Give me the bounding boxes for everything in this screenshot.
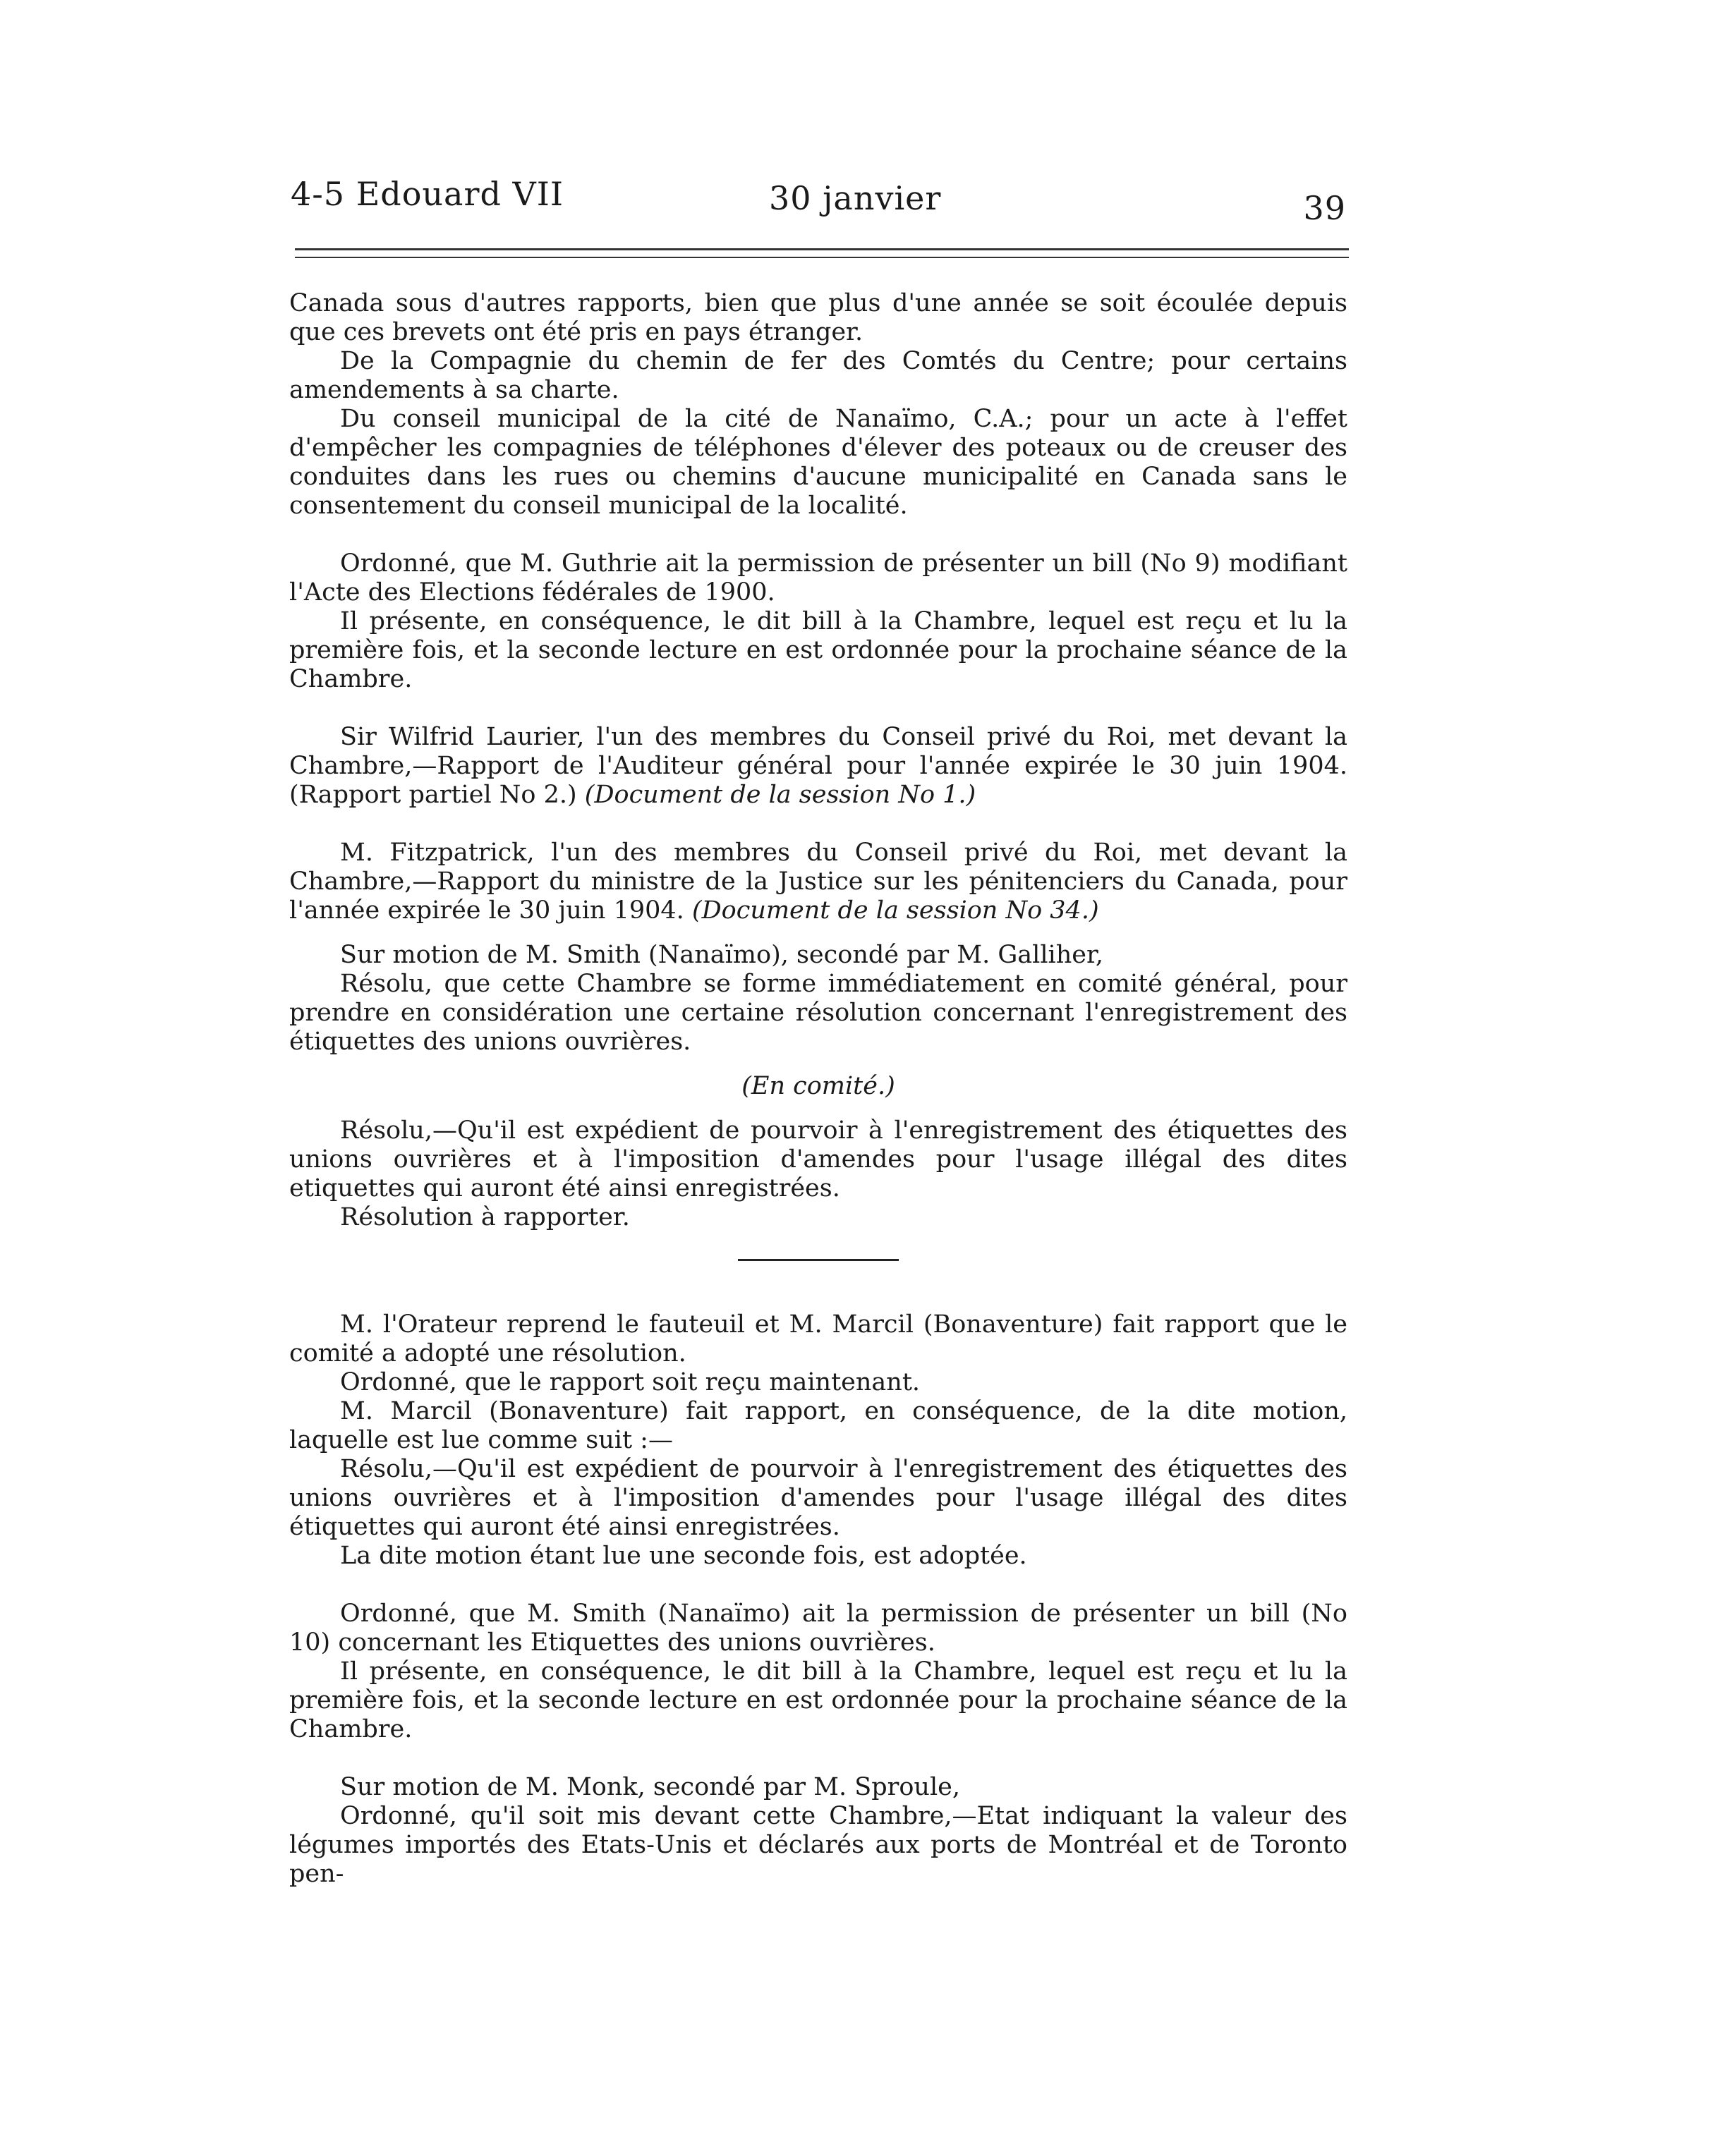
paragraph-text: M. Fitzpatrick, l'un des membres du Conseil privé du Roi, met devant la Chambre,—Rapport du ministre de la Justice sur les pénitenciers du Canada, pour l'année expirée le 30 juin 1904. bbox=[289, 839, 1347, 925]
paragraph bbox=[289, 723, 1347, 810]
paragraph bbox=[289, 839, 1347, 925]
paragraph: Du conseil municipal de la cité de Nanaïmo, C.A.; pour un acte à l'effet d'empêcher les compagnies de téléphones d'élever des poteaux ou de creuser des conduites dans les rues ou chemins d'aucune municipalité en Canada sans le consentement du conseil municipal de la localité. bbox=[289, 405, 1347, 520]
section-divider bbox=[738, 1259, 899, 1261]
header-rule-second bbox=[295, 257, 1349, 258]
paragraph: Ordonné, qu'il soit mis devant cette Chambre,—Etat indiquant la valeur des légumes importés des Etats-Unis et déclarés aux ports de Montréal et de Toronto pen- bbox=[289, 1802, 1347, 1888]
paragraph: Il présente, en conséquence, le dit bill à la Chambre, lequel est reçu et lu la première fois, et la seconde lecture en est ordonnée pour la prochaine séance de la Chambre. bbox=[289, 607, 1347, 693]
paragraph: Ordonné, que M. Guthrie ait la permission de présenter un bill (No 9) modifiant l'Acte des Elections fédérales de 1900. bbox=[289, 549, 1347, 607]
document-reference: (Document de la session No 34.) bbox=[691, 896, 1099, 925]
header-date: 30 janvier bbox=[769, 179, 942, 217]
paragraph: Ordonné, que le rapport soit reçu maintenant. bbox=[340, 1368, 921, 1396]
paragraph: Il présente, en conséquence, le dit bill à la Chambre, lequel est reçu et lu la première fois, et la seconde lecture en est ordonnée pour la prochaine séance de la Chambre. bbox=[289, 1657, 1347, 1743]
paragraph: M. l'Orateur reprend le fauteuil et M. Marcil (Bonaventure) fait rapport que le comité a adopté une résolution. bbox=[289, 1310, 1347, 1368]
paragraph-text: Sir Wilfrid Laurier, l'un des membres du Conseil privé du Roi, met devant la Chambre,—Rapport de l'Auditeur général pour l'année expirée le 30 juin 1904. (Rapport partiel No 2.) bbox=[289, 723, 1347, 809]
paragraph: Résolu,—Qu'il est expédient de pourvoir à l'enregistrement des étiquettes des unions ouvrières et à l'imposition d'amendes pour l'usage illégal des dites étiquettes qui auront été ainsi enregistrées. bbox=[289, 1455, 1347, 1541]
page-number: 39 bbox=[1303, 189, 1346, 227]
header-rule bbox=[295, 248, 1349, 250]
page-header bbox=[291, 175, 1346, 231]
paragraph: Sur motion de M. Monk, secondé par M. Sproule, bbox=[340, 1773, 960, 1801]
committee-heading: (En comité.) bbox=[741, 1072, 895, 1100]
paragraph: Résolu, que cette Chambre se forme immédiatement en comité général, pour prendre en considération une certaine résolution concernant l'enregistrement des étiquettes des unions ouvrières. bbox=[289, 970, 1347, 1056]
paragraph: Canada sous d'autres rapports, bien que plus d'une année se soit écoulée depuis que ces brevets ont été pris en pays étranger. bbox=[289, 289, 1347, 346]
header-reign: 4-5 Edouard VII bbox=[291, 175, 564, 213]
paragraph: Sur motion de M. Smith (Nanaïmo), secondé par M. Galliher, bbox=[340, 941, 1103, 969]
paragraph: Résolution à rapporter. bbox=[340, 1203, 630, 1231]
paragraph: De la Compagnie du chemin de fer des Comtés du Centre; pour certains amendements à sa charte. bbox=[289, 347, 1347, 404]
document-reference: (Document de la session No 1.) bbox=[584, 781, 976, 809]
paragraph: M. Marcil (Bonaventure) fait rapport, en conséquence, de la dite motion, laquelle est lue comme suit :— bbox=[289, 1397, 1347, 1454]
paragraph: La dite motion étant lue une seconde fois, est adoptée. bbox=[340, 1542, 1027, 1570]
page-body bbox=[289, 289, 1347, 1889]
paragraph: Résolu,—Qu'il est expédient de pourvoir à l'enregistrement des étiquettes des unions ouvrières et à l'imposition d'amendes pour l'usage illégal des dites etiquettes qui auront été ainsi enregistrées. bbox=[289, 1116, 1347, 1202]
paragraph: Ordonné, que M. Smith (Nanaïmo) ait la permission de présenter un bill (No 10) concernant les Etiquettes des unions ouvrières. bbox=[289, 1600, 1347, 1657]
